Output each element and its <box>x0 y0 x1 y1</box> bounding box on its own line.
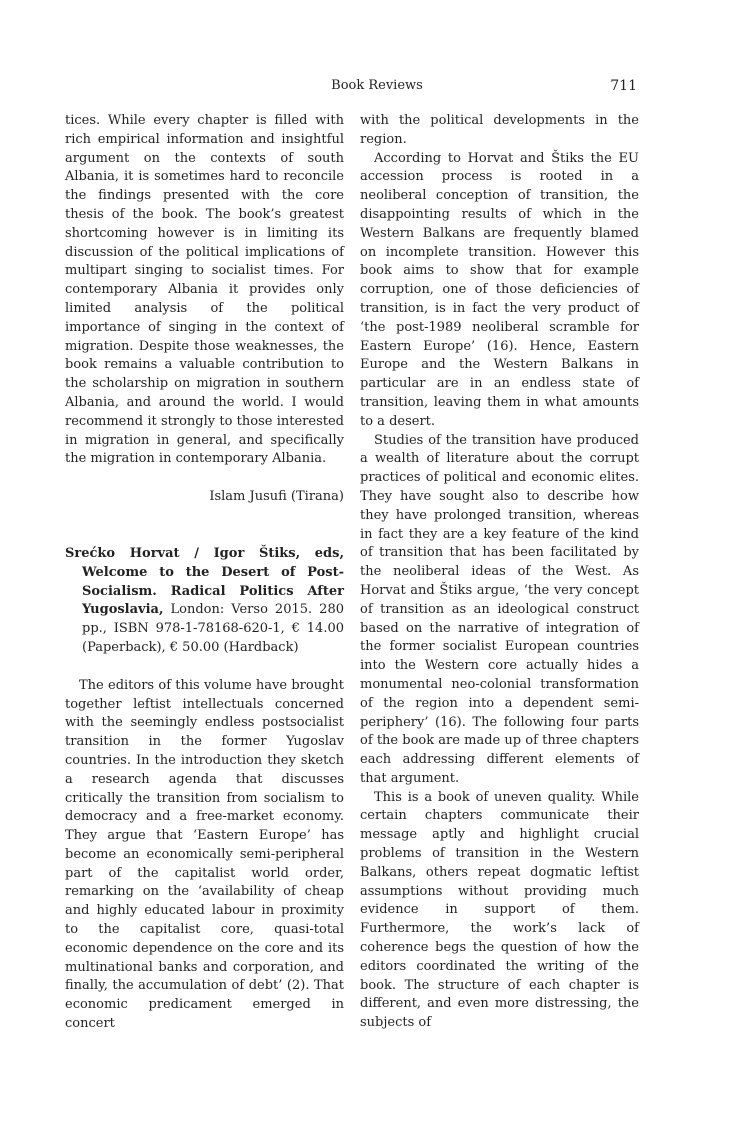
review-paragraph: The editors of this volume have brought together leftist intellectuals concerned with the seemingly endless postsocialist transition in the former Yugoslav countries. In the introduction they sketch a research agenda that discusses critically the transition from socialism to democracy and a free-market economy. They argue that ‘Eastern Europe’ has become an economically semi-peripheral part of the capitalist world order, remarking on the ‘availability of cheap and highly educated labour in proximity to the capitalist core, quasi-total economic dependence on the core and its multinational banks and corporation, and finally, the accumulation of debt’ (2). That economic predicament emerged in concert <box>65 677 344 1032</box>
review-heading-details: London: Verso 2015. 280 pp., ISBN 978-1-78168-620-1, € 14.00 (Paperback), € 50.00 (Hardback) <box>82 602 344 655</box>
body-paragraph: According to Horvat and Štiks the EU accession process is rooted in a neoliberal conception of transition, the disappointing results of which in the Western Balkans are frequently blamed on incomplete transition. However this book aims to show that for example corruption, one of those deficiencies of transition, is in fact the very product of ‘the post-1989 neoliberal scramble for Eastern Europe’ (16). Hence, Eastern Europe and the Western Balkans in particular are in an endless state of transition, leaving them in what amounts to a desert. <box>360 150 639 429</box>
running-head <box>0 77 754 97</box>
review-heading-title: Srećko Horvat / Igor Štiks, eds, Welcome to the Desert of Post-Socialism. Radical Politics After Yugoslavia, <box>65 545 344 618</box>
continued-paragraph: with the political developments in the region. <box>360 113 639 147</box>
right-column <box>360 112 639 1033</box>
body-paragraph: Studies of the transition have produced a wealth of literature about the corrupt practices of political and economic elites. They have sought also to describe how they have prolonged transition, whereas in fact they are a key feature of the kind of transition that has been facilitated by the neoliberal ideas of the West. As Horvat and Štiks argue, ‘the very concept of transition as an ideological construct based on the narrative of integration of the former socialist European countries into the Western core actually hides a monumental neo-colonial transformation of the region into a dependent semi-periphery’ (16). The following four parts of the book are made up of three chapters each addressing different elements of that argument. <box>360 432 639 786</box>
continued-paragraph: tices. While every chapter is filled with rich empirical information and insightful argument on the contexts of south Albania, it is sometimes hard to reconcile the findings presented with the core thesis of the book. The book’s greatest shortcoming however is in limiting its discussion of the political implications of multipart singing to socialist times. For contemporary Albania it provides only limited analysis of the political importance of singing in the context of migration. Despite those weaknesses, the book remains a valuable contribution to the scholarship on migration in southern Albania, and around the world. I would recommend it strongly to those interested in migration in general, and specifically the migration in contemporary Albania. <box>65 113 344 467</box>
left-column <box>65 112 344 1034</box>
review-heading <box>65 545 344 658</box>
reviewer-signature: Islam Jusufi (Tirana) <box>209 489 344 505</box>
page-number: 711 <box>610 78 637 94</box>
body-paragraph: This is a book of uneven quality. While certain chapters communicate their message aptly and highlight crucial problems of transition in the Western Balkans, others repeat dogmatic leftist assumptions without providing much evidence in support of them. Furthermore, the work’s lack of coherence begs the question of how the editors coordinated the writing of the book. The structure of each chapter is different, and even more distressing, the subjects of <box>360 789 639 1031</box>
running-title: Book Reviews <box>331 78 423 93</box>
